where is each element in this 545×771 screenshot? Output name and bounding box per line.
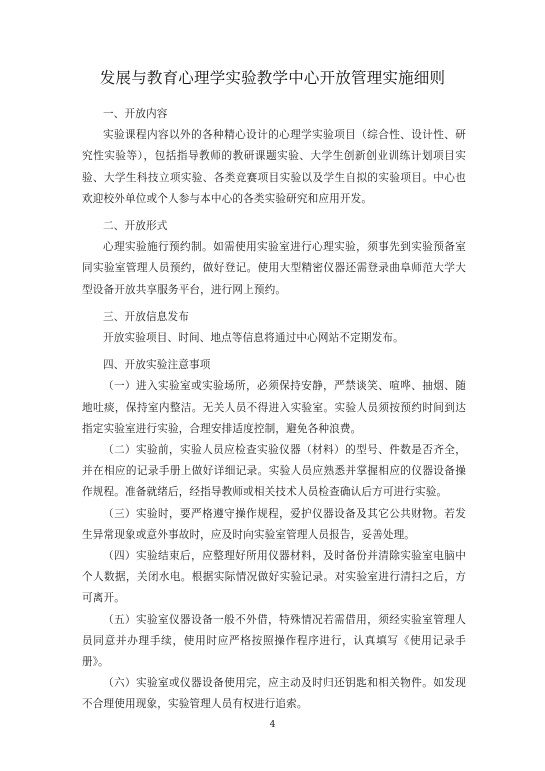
precaution-item-4: （四）实验结束后，应整理好所用仪器材料，及时备份并清除实验室电脑中个人数据，关闭水电。根据实际情况做好实验记录。对实验室进行清扫之后，方可离开。 [82,550,466,605]
precaution-item-2: （二）实验前，实验人员应检查实验仪器（材料）的型号、件数是否齐全，并在相应的记录手册上做好详细记录。实验人员应熟悉并掌握相应的仪器设备操作规程。准备就绪后，经指导教师或相关技术人员检查确认后方可进行实验。 [82,444,466,499]
page-number: 4 [269,720,276,730]
section-heading: 三、开放信息发布 [103,310,189,323]
section-heading: 二、开放形式 [103,220,168,233]
precaution-item-5: （五）实验室仪器设备一般不外借，特殊情况若需借用，须经实验室管理人员同意并办理手续，使用时应严格按照操作程序进行，认真填写《使用记录手册》。 [82,613,466,669]
section-info-release [82,307,466,349]
section-open-form [82,216,466,301]
section-paragraph: 心理实验施行预约制。如需使用实验室进行心理实验，须事先到实验预备室同实验室管理人员预约，做好登记。使用大型精密仪器还需登录曲阜师范大学大型设备开放共享服务平台，进行网上预约。 [82,241,466,296]
section-paragraph: 实验课程内容以外的各种精心设计的心理学实验项目（综合性、设计性、研究性实验等），包括指导教师的教研课题实验、大学生创新创业训练计划项目实验、大学生科技立项实验、各类竞赛项目实验以及学生自拟的实验项目。中心也欢迎校外单位或个人参与本中心的各类实验研究和应用开发。 [82,129,466,205]
section-heading: 四、开放实验注意事项 [103,359,211,372]
section-heading: 一、开放内容 [103,108,168,120]
document-body [82,104,466,716]
section-open-content [82,104,466,210]
section-paragraph: 开放实验项目、时间、地点等信息将通过中心网站不定期发布。 [103,332,404,345]
precaution-item-6: （六）实验室或仪器设备使用完，应主动及时归还钥匙和相关物件。如发现不合理使用现象，实验管理人员有权进行追索。 [82,677,466,711]
precaution-item-1: （一）进入实验室或实验场所，必须保持安静，严禁谈笑、喧哗、抽烟、随地吐痰，保持室内整洁。无关人员不得进入实验室。实验人员须按预约时间到达指定实验室进行实验，合理安排适度控制，避免各种浪费。 [82,380,466,435]
page-title: 发展与教育心理学实验教学中心开放管理实施细则 [99,69,446,87]
section-precautions [82,355,466,715]
precaution-item-3: （三）实验时，要严格遵守操作规程，爱护仪器设备及其它公共财物。若发生异常现象或意外事故时，应及时向实验室管理人员报告，妥善处理。 [82,507,466,541]
